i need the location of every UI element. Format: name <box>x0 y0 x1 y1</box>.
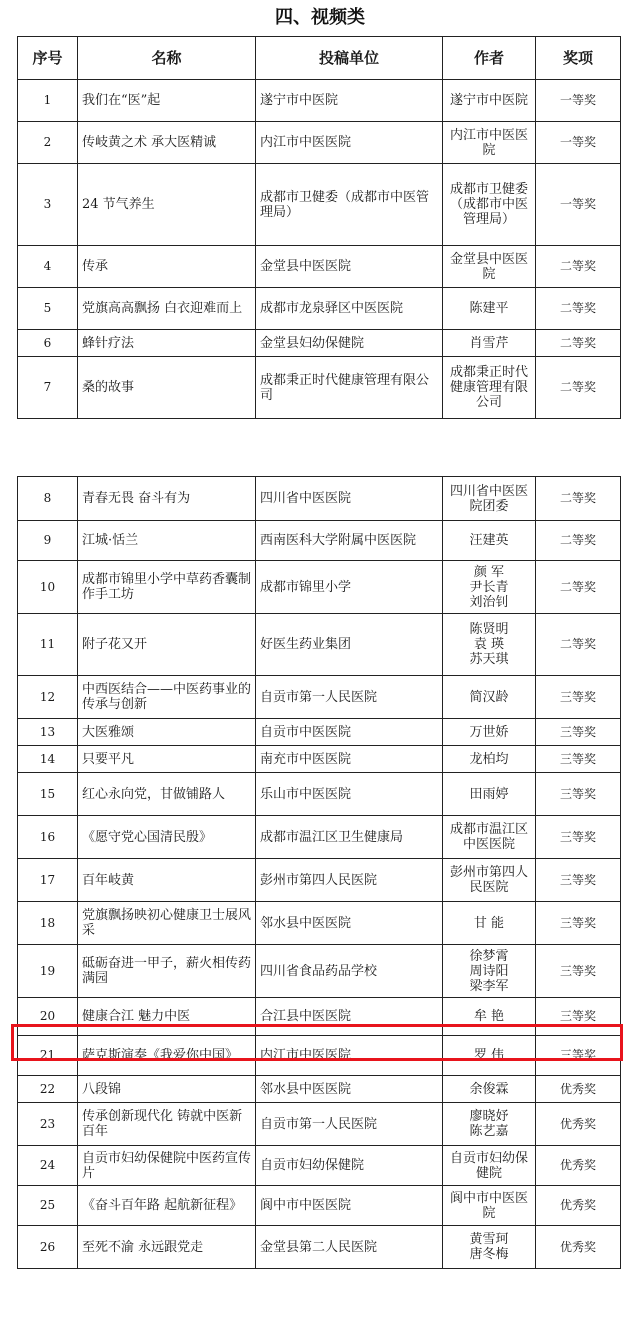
cell-no: 8 <box>18 477 78 521</box>
cell-unit: 自贡市中医医院 <box>256 719 443 746</box>
cell-name: 我们在“医”起 <box>78 80 256 122</box>
cell-unit: 自贡市第一人民医院 <box>256 676 443 719</box>
cell-award: 二等奖 <box>536 288 621 330</box>
cell-no: 3 <box>18 164 78 246</box>
cell-name: 健康合江 魅力中医 <box>78 998 256 1036</box>
cell-no: 19 <box>18 945 78 998</box>
cell-name: 《愿守党心国清民殷》 <box>78 816 256 859</box>
table-row <box>18 164 621 246</box>
table-row <box>18 676 621 719</box>
cell-author: 遂宁市中医院 <box>443 80 536 122</box>
section-title: 四、视频类 <box>275 7 365 28</box>
cell-name: 党旗飘扬映初心健康卫士展风采 <box>78 902 256 945</box>
cell-award: 优秀奖 <box>536 1076 621 1103</box>
cell-author: 彭州市第四人民医院 <box>443 859 536 902</box>
cell-award: 一等奖 <box>536 164 621 246</box>
cell-unit: 成都秉正时代健康管理有限公司 <box>256 357 443 419</box>
cell-name: 成都市锦里小学中草药香囊制作手工坊 <box>78 561 256 614</box>
cell-name: 八段锦 <box>78 1076 256 1103</box>
header-author: 作者 <box>443 37 536 80</box>
cell-unit: 自贡市妇幼保健院 <box>256 1146 443 1186</box>
cell-name: 至死不渝 永远跟党走 <box>78 1226 256 1269</box>
cell-award: 优秀奖 <box>536 1103 621 1146</box>
cell-no: 23 <box>18 1103 78 1146</box>
cell-author: 陈建平 <box>443 288 536 330</box>
cell-no: 18 <box>18 902 78 945</box>
cell-award: 二等奖 <box>536 330 621 357</box>
cell-no: 26 <box>18 1226 78 1269</box>
header-no: 序号 <box>18 37 78 80</box>
cell-unit: 南充市中医医院 <box>256 746 443 773</box>
cell-unit: 成都市锦里小学 <box>256 561 443 614</box>
cell-author: 成都市温江区中医医院 <box>443 816 536 859</box>
cell-no: 2 <box>18 122 78 164</box>
cell-unit: 四川省食品药品学校 <box>256 945 443 998</box>
table-row <box>18 998 621 1036</box>
cell-award: 二等奖 <box>536 357 621 419</box>
cell-award: 二等奖 <box>536 614 621 676</box>
cell-award: 三等奖 <box>536 945 621 998</box>
cell-name: 中西医结合——中医药事业的传承与创新 <box>78 676 256 719</box>
cell-award: 三等奖 <box>536 676 621 719</box>
cell-award: 一等奖 <box>536 122 621 164</box>
cell-name: 萨克斯演奏《我爱你中国》 <box>78 1036 256 1076</box>
cell-name: 自贡市妇幼保健院中医药宣传片 <box>78 1146 256 1186</box>
awards-table-part2 <box>17 476 621 1269</box>
cell-unit: 合江县中医医院 <box>256 998 443 1036</box>
table-row <box>18 357 621 419</box>
table-row <box>18 288 621 330</box>
cell-author: 黄雪珂 唐冬梅 <box>443 1226 536 1269</box>
cell-unit: 遂宁市中医院 <box>256 80 443 122</box>
cell-unit: 内江市中医医院 <box>256 122 443 164</box>
table-row <box>18 1226 621 1269</box>
cell-unit: 乐山市中医医院 <box>256 773 443 816</box>
cell-author: 阆中市中医医院 <box>443 1186 536 1226</box>
cell-award: 二等奖 <box>536 561 621 614</box>
cell-unit: 四川省中医医院 <box>256 477 443 521</box>
cell-name: 青春无畏 奋斗有为 <box>78 477 256 521</box>
cell-no: 25 <box>18 1186 78 1226</box>
cell-author: 成都市卫健委（成都市中医管理局） <box>443 164 536 246</box>
cell-author: 田雨婷 <box>443 773 536 816</box>
cell-name: 传岐黄之术 承大医精诚 <box>78 122 256 164</box>
cell-no: 4 <box>18 246 78 288</box>
cell-no: 12 <box>18 676 78 719</box>
cell-name: 桑的故事 <box>78 357 256 419</box>
table-row <box>18 561 621 614</box>
cell-unit: 好医生药业集团 <box>256 614 443 676</box>
cell-name: 党旗高高飘扬 白衣迎难而上 <box>78 288 256 330</box>
table-row <box>18 773 621 816</box>
cell-author: 成都秉正时代健康管理有限公司 <box>443 357 536 419</box>
cell-author: 龙柏均 <box>443 746 536 773</box>
cell-author: 罗 伟 <box>443 1036 536 1076</box>
cell-name: 24 节气养生 <box>78 164 256 246</box>
table-row <box>18 1146 621 1186</box>
cell-unit: 彭州市第四人民医院 <box>256 859 443 902</box>
cell-name: 附子花又开 <box>78 614 256 676</box>
table-row <box>18 122 621 164</box>
cell-award: 二等奖 <box>536 246 621 288</box>
cell-author: 自贡市妇幼保健院 <box>443 1146 536 1186</box>
cell-unit: 金堂县妇幼保健院 <box>256 330 443 357</box>
cell-no: 13 <box>18 719 78 746</box>
table-row <box>18 719 621 746</box>
table-row <box>18 859 621 902</box>
table-row <box>18 1036 621 1076</box>
cell-no: 20 <box>18 998 78 1036</box>
header-unit: 投稿单位 <box>256 37 443 80</box>
table-row <box>18 330 621 357</box>
cell-name: 红心永向党，甘做铺路人 <box>78 773 256 816</box>
cell-no: 7 <box>18 357 78 419</box>
cell-award: 三等奖 <box>536 746 621 773</box>
cell-unit: 邻水县中医医院 <box>256 1076 443 1103</box>
cell-no: 9 <box>18 521 78 561</box>
cell-award: 三等奖 <box>536 816 621 859</box>
table-header-row <box>18 37 621 80</box>
cell-unit: 成都市卫健委（成都市中医管理局） <box>256 164 443 246</box>
cell-award: 三等奖 <box>536 1036 621 1076</box>
table-row <box>18 945 621 998</box>
cell-unit: 成都市温江区卫生健康局 <box>256 816 443 859</box>
cell-author: 颜 军 尹长青 刘治钊 <box>443 561 536 614</box>
cell-author: 四川省中医医院团委 <box>443 477 536 521</box>
cell-no: 1 <box>18 80 78 122</box>
cell-award: 三等奖 <box>536 773 621 816</box>
table-row <box>18 1103 621 1146</box>
cell-author: 内江市中医医院 <box>443 122 536 164</box>
cell-name: 大医雅颂 <box>78 719 256 746</box>
table-row <box>18 614 621 676</box>
cell-unit: 阆中市中医医院 <box>256 1186 443 1226</box>
cell-award: 优秀奖 <box>536 1146 621 1186</box>
cell-award: 三等奖 <box>536 902 621 945</box>
cell-no: 6 <box>18 330 78 357</box>
cell-award: 三等奖 <box>536 998 621 1036</box>
cell-unit: 西南医科大学附属中医医院 <box>256 521 443 561</box>
cell-no: 16 <box>18 816 78 859</box>
cell-author: 廖晓妤 陈艺嘉 <box>443 1103 536 1146</box>
table-row <box>18 746 621 773</box>
table-row <box>18 521 621 561</box>
cell-no: 17 <box>18 859 78 902</box>
cell-author: 金堂县中医医院 <box>443 246 536 288</box>
header-name: 名称 <box>78 37 256 80</box>
cell-unit: 内江市中医医院 <box>256 1036 443 1076</box>
cell-award: 二等奖 <box>536 521 621 561</box>
header-award: 奖项 <box>536 37 621 80</box>
awards-table-part1 <box>17 36 621 419</box>
table-row <box>18 477 621 521</box>
cell-no: 11 <box>18 614 78 676</box>
table-row <box>18 902 621 945</box>
cell-no: 10 <box>18 561 78 614</box>
cell-unit: 自贡市第一人民医院 <box>256 1103 443 1146</box>
cell-no: 24 <box>18 1146 78 1186</box>
cell-no: 14 <box>18 746 78 773</box>
cell-no: 5 <box>18 288 78 330</box>
cell-award: 优秀奖 <box>536 1226 621 1269</box>
cell-author: 牟 艳 <box>443 998 536 1036</box>
cell-author: 简汉龄 <box>443 676 536 719</box>
cell-no: 21 <box>18 1036 78 1076</box>
cell-award: 优秀奖 <box>536 1186 621 1226</box>
cell-author: 余俊霖 <box>443 1076 536 1103</box>
cell-no: 15 <box>18 773 78 816</box>
cell-name: 传承 <box>78 246 256 288</box>
cell-author: 陈贤明 袁 瑛 苏天琪 <box>443 614 536 676</box>
cell-name: 江城·恬兰 <box>78 521 256 561</box>
cell-author: 甘 能 <box>443 902 536 945</box>
cell-no: 22 <box>18 1076 78 1103</box>
cell-author: 万世娇 <box>443 719 536 746</box>
cell-name: 蜂针疗法 <box>78 330 256 357</box>
cell-unit: 金堂县第二人民医院 <box>256 1226 443 1269</box>
cell-name: 《奋斗百年路 起航新征程》 <box>78 1186 256 1226</box>
cell-award: 一等奖 <box>536 80 621 122</box>
cell-award: 三等奖 <box>536 719 621 746</box>
table-row <box>18 816 621 859</box>
cell-award: 三等奖 <box>536 859 621 902</box>
table-row <box>18 80 621 122</box>
cell-name: 百年岐黄 <box>78 859 256 902</box>
table-row <box>18 1186 621 1226</box>
cell-unit: 成都市龙泉驿区中医医院 <box>256 288 443 330</box>
cell-author: 徐梦霄 周诗阳 梁李军 <box>443 945 536 998</box>
cell-unit: 邻水县中医医院 <box>256 902 443 945</box>
cell-name: 砥砺奋进一甲子，薪火相传药满园 <box>78 945 256 998</box>
cell-name: 只要平凡 <box>78 746 256 773</box>
cell-name: 传承创新现代化 铸就中医新百年 <box>78 1103 256 1146</box>
cell-author: 汪建英 <box>443 521 536 561</box>
table-row <box>18 1076 621 1103</box>
cell-award: 二等奖 <box>536 477 621 521</box>
table-row <box>18 246 621 288</box>
cell-author: 肖雪芹 <box>443 330 536 357</box>
cell-unit: 金堂县中医医院 <box>256 246 443 288</box>
